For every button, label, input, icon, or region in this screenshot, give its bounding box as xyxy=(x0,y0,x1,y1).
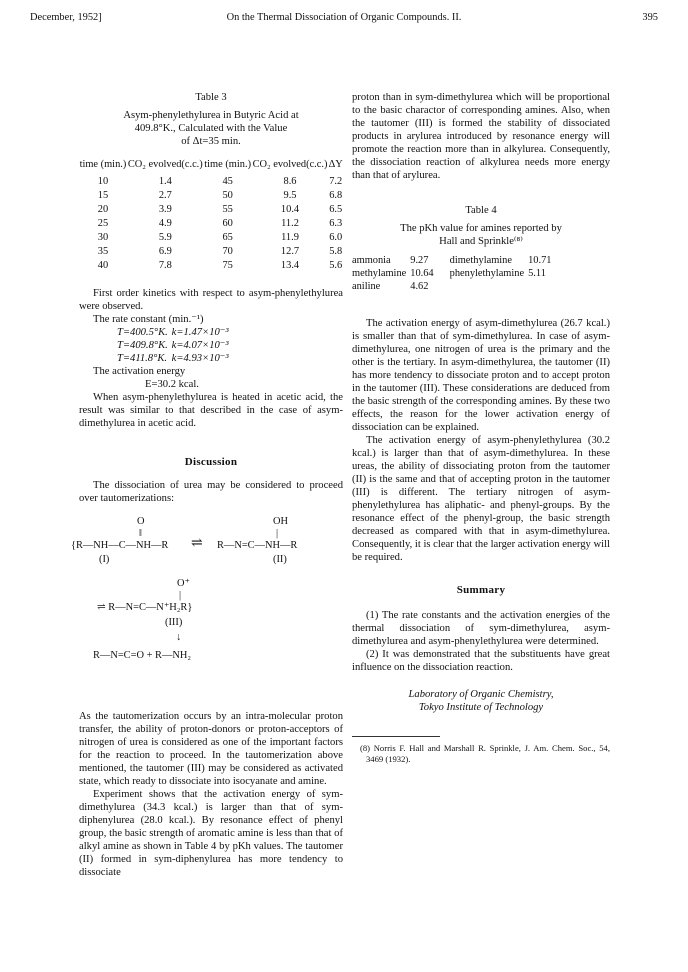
table3 xyxy=(79,153,343,273)
table3-caption: Table 3 xyxy=(195,92,227,103)
header-title: On the Thermal Dissociation of Organic Compounds. II. xyxy=(226,12,462,23)
th-delta-y: ΔY xyxy=(328,158,343,170)
activation-value: E=30.2 kcal. xyxy=(145,379,199,390)
footnote-rule xyxy=(352,736,440,737)
right-column xyxy=(352,91,610,765)
kinetics-paragraph: First order kinetics with respect to asym-phenylethylurea were observed. xyxy=(79,288,343,312)
rate-item: T=409.8°K. k=4.07×10⁻³ xyxy=(117,340,229,351)
summary-heading: Summary xyxy=(456,584,506,596)
summary-item-2: (2) It was demonstrated that the substituents have great influence on the dissociation reaction. xyxy=(352,649,610,673)
phenylethyl-paragraph: The activation energy of asym-phenylethylurea (30.2 kcal.) is larger than that of asym-dimethylurea. In these ureas, the ability of dissociating proton from the tautomer (II) is the same and that of accepting proton in the tautomer (III) is different. The tertiary nitrogen of asym-phenylethylurea has aliphatic- and phenyl-groups. By the resonance effect of the phenyl-group, the basic strength decreased as compared with that in asym-dimethylurea. Consequently, it is clear that the larger activation energy will be required. xyxy=(352,435,610,563)
discussion-paragraph: The dissociation of urea may be considered to proceed over tautomerizations: xyxy=(79,480,343,504)
left-column xyxy=(71,91,343,879)
table-row: aniline 4.62 xyxy=(352,281,429,292)
table-row: 15 2.7 50 9.5 6.8 xyxy=(97,190,343,201)
table-row: 10 1.4 45 8.6 7.2 xyxy=(97,176,343,187)
acetic-paragraph: When asym-phenylethylurea is heated in acetic acid, the result was similar to that described in the case of asym-dimethylurea in acetic acid. xyxy=(79,392,343,429)
tautomerization-scheme: O OH ‖ | {R—NH—C—NH—R ⇌ R—N=C—NH—R (I) (II) O⁺ | ⇌ R—N=C—N⁺H₂R} (III) ↓ R—N=C=O + R—NH₂ xyxy=(71,516,298,661)
table-row: 40 7.8 75 13.4 5.6 xyxy=(97,260,343,271)
rate-item: T=400.5°K. k=1.47×10⁻³ xyxy=(117,327,229,338)
th-time2: time (min.) xyxy=(204,158,252,170)
discussion-heading: Discussion xyxy=(184,456,238,468)
activation-asym-paragraph: The activation energy of asym-dimethylurea (26.7 kcal.) is smaller than that of sym-dimethylurea. In case of asym-dimethylurea, one nitrogen of urea is the primary and the other is the tertiary. In asym-dimethylurea, the tautomer (II) has more tendency to dissociate proton and to accept proton in the tautomer (III). These considerations are deduced from the basic strength of the corresponding amines. By these two effects, the reason for the lower activation energy of dissociation can be explained. xyxy=(352,318,610,433)
table-header-row xyxy=(79,153,343,175)
table4-title: The pKh value for amines reported by Hall and Sprinkle⁽⁸⁾ xyxy=(400,223,562,247)
experiment-paragraph: Experiment shows that the activation energy of sym-dimethylurea (34.3 kcal.) is larger than that of sym-diphenylurea (28.0 kcal.). By resonance effect of phenyl group, the basic strength of aromatic amine is less than that of alkyl amine as shown in Table 4 by pKh values. The tautomer (II) formed in sym-diphenylurea has more tendency to dissociate xyxy=(79,789,343,878)
page-number: 395 xyxy=(642,12,658,23)
table4-caption: Table 4 xyxy=(465,205,497,216)
table-row: 20 3.9 55 10.4 6.5 xyxy=(97,204,343,215)
th-time: time (min.) xyxy=(79,158,127,170)
table-row: 35 6.9 70 12.7 5.8 xyxy=(97,246,343,257)
header-date: December, 1952] xyxy=(30,12,102,23)
rate-title: The rate constant (min.⁻¹) xyxy=(93,314,204,325)
table-row: methylamine 10.64 phenylethylamine 5.11 xyxy=(352,268,546,279)
table4 xyxy=(352,254,555,293)
footnote-block xyxy=(352,736,610,765)
th-co2-2: CO₂ evolved(c.c.) xyxy=(252,158,328,170)
rate-list xyxy=(117,326,343,365)
table3-title: Asym-phenylethylurea in Butyric Acid at 409.8°K., Calculated with the Value of Δt=35 min. xyxy=(123,110,299,147)
table-row: 30 5.9 65 11.9 6.0 xyxy=(97,232,343,243)
affiliation: Laboratory of Organic Chemistry, Tokyo Institute of Technology xyxy=(408,689,554,713)
th-co2: CO₂ evolved(c.c.) xyxy=(127,158,203,170)
rate-item: T=411.8°K. k=4.93×10⁻³ xyxy=(117,353,229,364)
activation-title: The activation energy xyxy=(93,366,186,377)
summary-item-1: (1) The rate constants and the activation energies of the thermal dissociation of sym-dimethylurea, asym-dimethylurea and asym-phenylethylurea were determined. xyxy=(352,610,610,647)
table-row: ammonia 9.27 dimethylamine 10.71 xyxy=(352,255,552,266)
running-header xyxy=(30,11,658,25)
table-row: 25 4.9 60 11.2 6.3 xyxy=(97,218,343,229)
footnote-8: (8) Norris F. Hall and Marshall R. Sprinkle, J. Am. Chem. Soc., 54, 3469 (1932). xyxy=(360,743,610,764)
tautomerization-paragraph: As the tautomerization occurs by an intra-molecular proton transfer, the ability of proton-donors or proton-acceptors of nitrogen of urea is considered as one of the important factors for the reaction to proceed. In the tautomerization above mentioned, the tautomer (III) may be considered as activated state, which ready to dissociate into isocyanate and amine. xyxy=(79,711,343,787)
continued-paragraph: proton than in sym-dimethylurea which will be proportional to the basic charactor of corresponding amines. Also, when the tautomer (III) is formed the stability of dissociated products in arylurea introduced by resonance energy will promote the reaction more than in alkylurea. Consequently, the dissociation reaction of alkylurea needs more energy than that of arylurea. xyxy=(352,92,610,181)
